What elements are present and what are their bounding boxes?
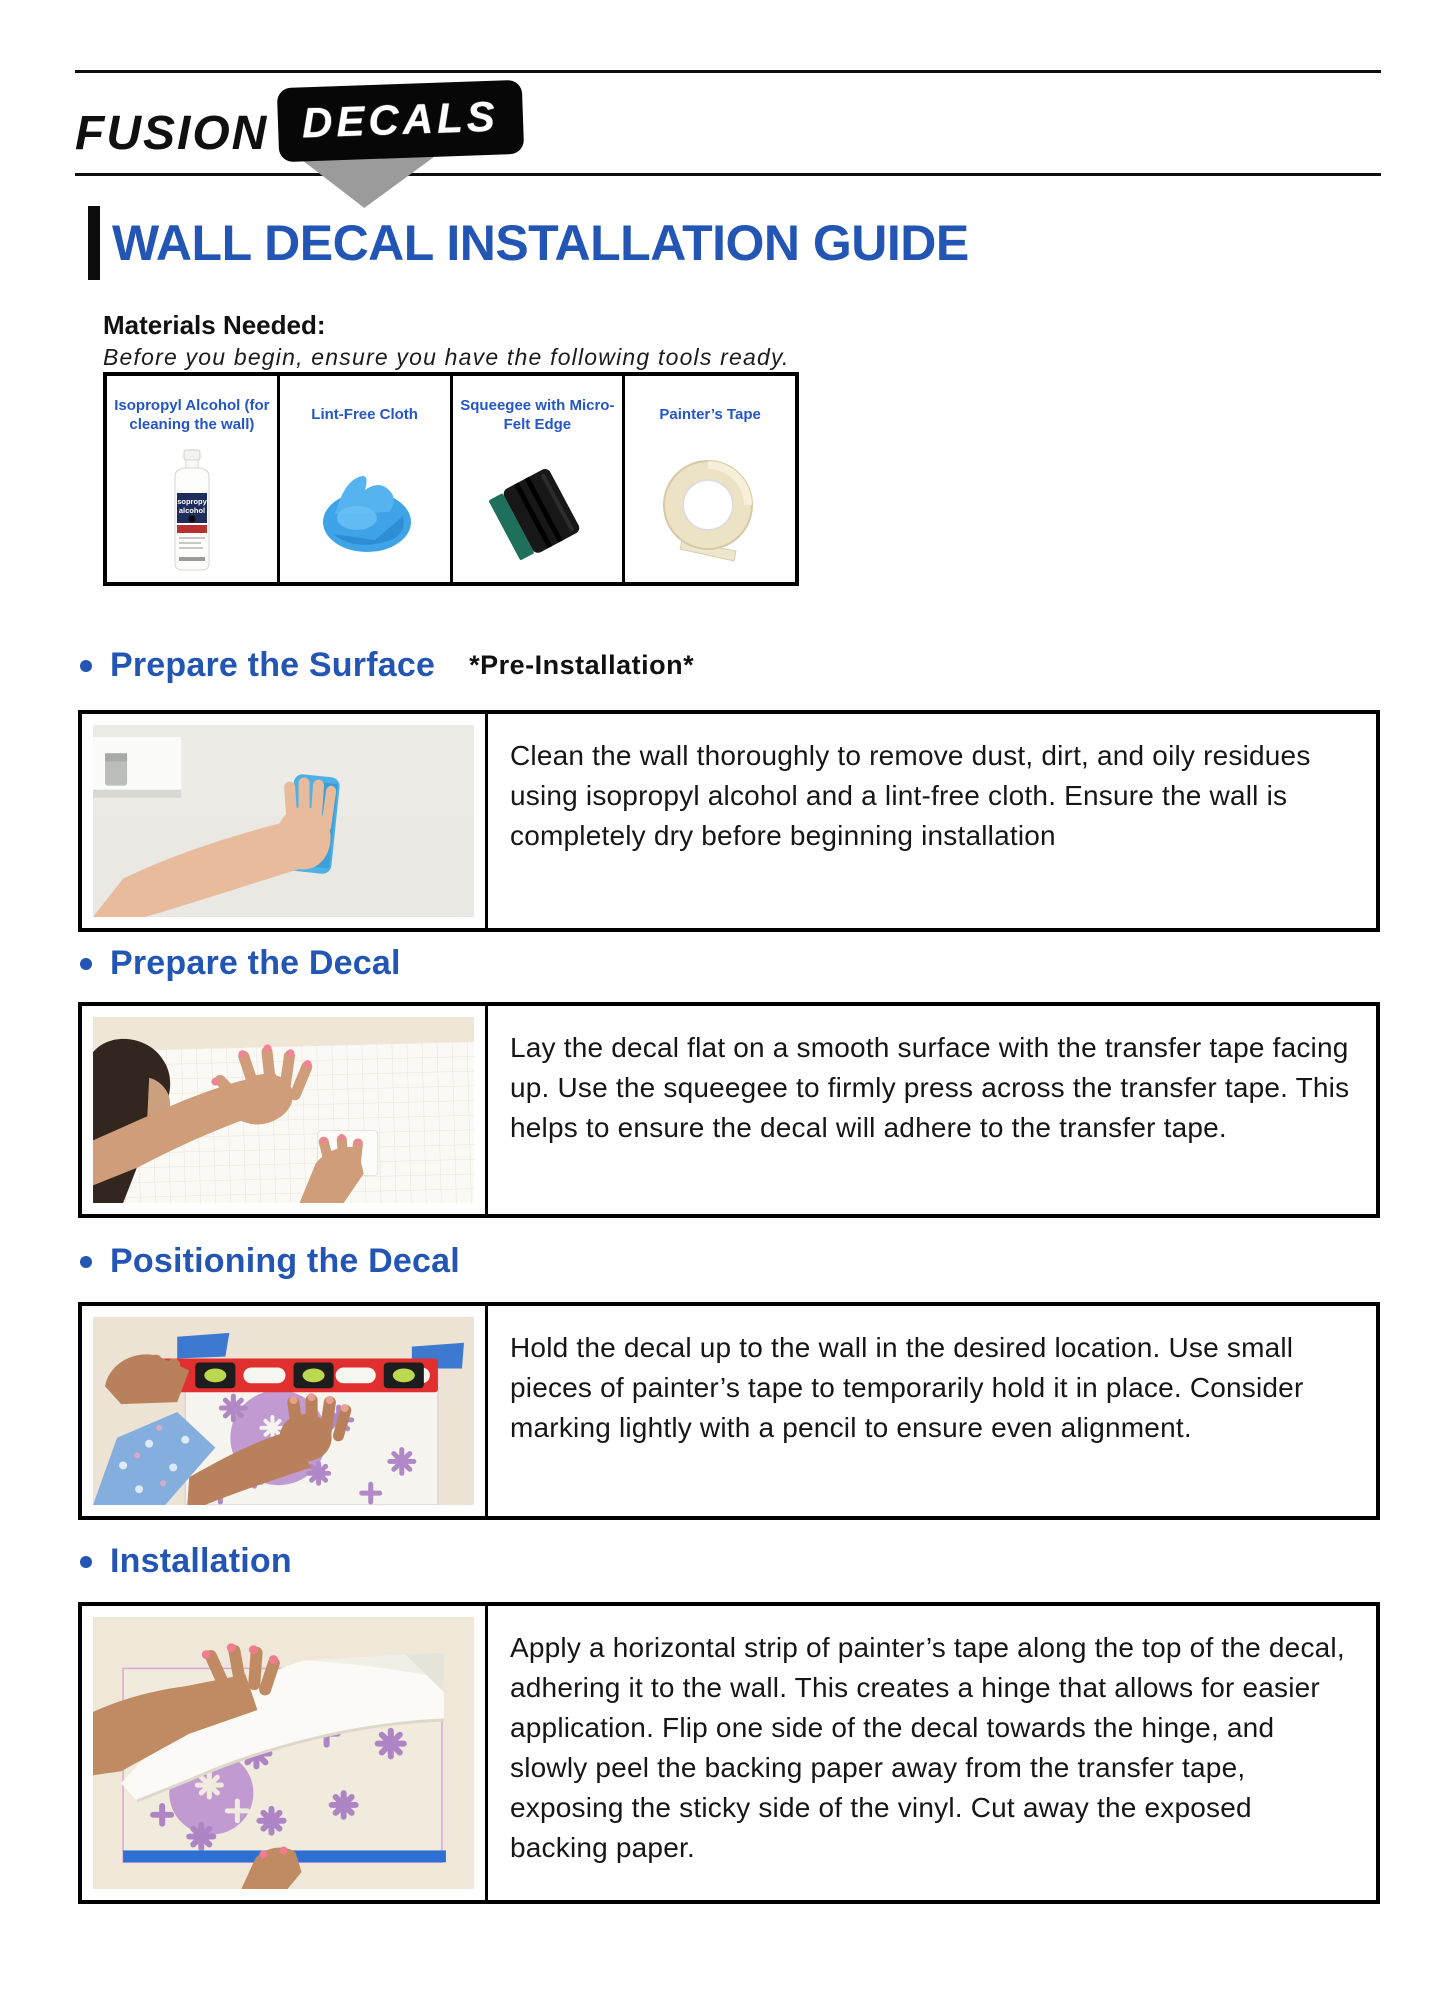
step-text: Clean the wall thoroughly to remove dust, dirt, and oily residues using isopropyl alcohol and a lint-free cloth. Ensure the wall is completely dry before beginning installation [510, 740, 1311, 852]
logo-fusion-text: FUSION [75, 107, 269, 160]
alcohol-bottle-icon [113, 448, 271, 574]
svg-text:alcohol: alcohol [178, 506, 206, 515]
material-cell-squeegee [453, 376, 626, 582]
cloth-icon [286, 448, 444, 574]
section-title: Positioning the Decal [110, 1242, 460, 1280]
peel-backing-photo [82, 1606, 488, 1900]
step-text: Lay the decal flat on a smooth surface with the transfer tape facing up. Use the squeegee to firmly press across the transfer tape. This helps to ensure the decal will adhere to the transfer tape. [510, 1032, 1350, 1144]
svg-text:isopropyl: isopropyl [174, 497, 209, 506]
section-heading-positioning-decal [80, 1242, 460, 1281]
bullet-icon [80, 660, 92, 672]
step-table-prepare-surface [78, 710, 1380, 932]
wall-cleaning-photo [82, 714, 488, 928]
material-cell-isopropyl [107, 376, 280, 582]
header-divider [75, 173, 1381, 176]
material-label: Lint-Free Cloth [311, 406, 418, 424]
section-heading-prepare-decal [80, 944, 401, 983]
material-label: Painter’s Tape [659, 406, 761, 424]
material-label: Squeegee with Micro-Felt Edge [460, 396, 615, 433]
decal-squeegee-photo [82, 1006, 488, 1214]
bullet-icon [80, 958, 92, 970]
title-accent-bar [88, 206, 100, 280]
step-table-positioning-decal [78, 1302, 1380, 1520]
page-title: WALL DECAL INSTALLATION GUIDE [112, 215, 969, 271]
top-divider [75, 70, 1381, 73]
step-table-installation [78, 1602, 1380, 1904]
materials-heading: Materials Needed: [103, 310, 326, 340]
step-table-prepare-decal [78, 1002, 1380, 1218]
material-cell-tape [625, 376, 795, 582]
materials-table [103, 372, 799, 586]
section-title: Prepare the Surface [110, 646, 436, 684]
logo-badge-wrap [278, 84, 523, 158]
bullet-icon [80, 1256, 92, 1268]
title-row [88, 206, 969, 280]
section-title: Prepare the Decal [110, 944, 401, 982]
level-positioning-photo [82, 1306, 488, 1516]
squeegee-icon [459, 448, 617, 574]
logo-decals-text: DECALS [301, 92, 500, 147]
materials-intro: Before you begin, ensure you have the following tools ready. [103, 344, 790, 370]
bullet-icon [80, 1556, 92, 1568]
section-heading-installation [80, 1542, 292, 1581]
step-text: Hold the decal up to the wall in the desired location. Use small pieces of painter’s tape to temporarily hold it in place. Consider marking lightly with a pencil to ensure even alignment. [510, 1332, 1304, 1444]
material-cell-cloth [280, 376, 453, 582]
step-text: Apply a horizontal strip of painter’s tape along the top of the decal, adhering it to the wall. This creates a hinge that allows for easier application. Flip one side of the decal towards the hinge, and slowly peel the backing paper away from the transfer tape, exposing the sticky side of the vinyl. Cut away the exposed backing paper. [510, 1632, 1345, 1864]
fusion-decals-logo [75, 84, 523, 161]
section-heading-prepare-surface [80, 646, 694, 685]
material-label: Isopropyl Alcohol (for cleaning the wall) [114, 396, 270, 433]
section-title: Installation [110, 1542, 292, 1580]
tape-roll-icon [631, 448, 789, 574]
pre-installation-note: *Pre-Installation* [469, 650, 695, 680]
logo-badge [277, 80, 524, 162]
